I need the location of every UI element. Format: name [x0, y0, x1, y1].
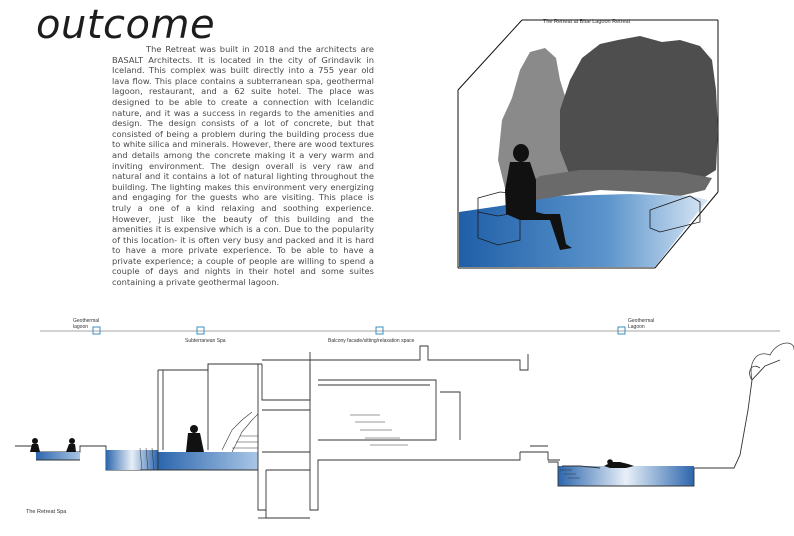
marker-label-spa: Subterranean Spa [185, 338, 226, 344]
water [459, 194, 708, 267]
description-paragraph: The Retreat was built in 2018 and the architects are BASALT Architects. It is located in the city of Grindavik in Iceland. This complex was built directly into a 755 year old lava flow. This place contains a subterranean spa, geothermal lagoon, restaurant, and a 62 suite hotel. The place was designed to be able to create a connection with Icelandic nature, and it was a success in regards to the amenities and design. The design consists of a lot of concrete, but that consisted of being a problem during the building process due to white silica and minerals. However, there are wood textures and details among the concrete making it a very warm and inviting environment. The design overall is very raw and natural and it contains a lot of natural lighting throughout the building. The lighting makes this environment very energizing and engaging for the guests who are visiting. This place is truly a one of a kind relaxing and soothing experience. However, just like the beauty of this building and the amenities it is expensive which is a con. Due to the popularity of this location- it is often very busy and packed and it is hard to have a more private experience. To be able to have a private experience; a couple of people are willing to spend a couple of days and nights in their hotel and some suites containing a private geothermal lagoon. [112, 44, 374, 288]
building-section [15, 346, 780, 518]
marker-label-geothermal-left: Geothermal [73, 318, 100, 324]
marker-label-lagoon-left: lagoon [73, 324, 89, 330]
marker-squares [93, 327, 625, 334]
perspective-view [458, 19, 718, 268]
page-title: outcome [36, 2, 216, 48]
rock-right [560, 36, 718, 182]
marker-label-balcony: Balcony facade/sitting/relaxation space [328, 338, 415, 344]
section-caption: The Retreat Spa [26, 509, 67, 515]
marker-label-geothermal-right: Geothermal [628, 318, 655, 324]
perspective-caption: The Retreat at Blue Lagoon Retreat [543, 19, 631, 25]
marker-label-lagoon-right: Lagoon [628, 324, 645, 330]
